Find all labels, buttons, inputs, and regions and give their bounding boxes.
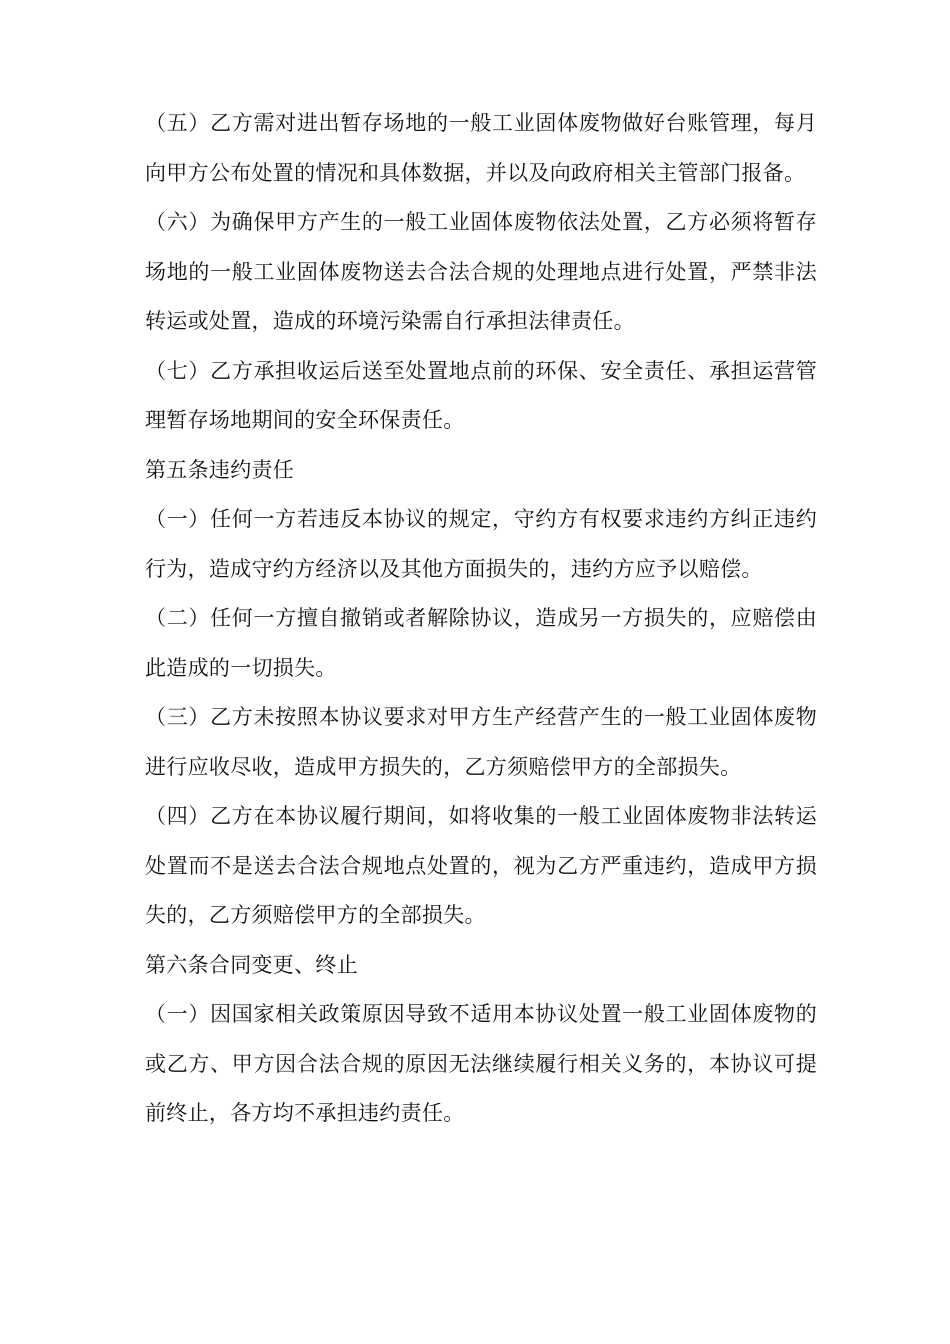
- breach-clause-3-paragraph: （三）乙方未按照本协议要求对甲方生产经营产生的一般工业固体废物进行应收尽收，造成甲方损失的，乙方须赔偿甲方的全部损失。: [145, 705, 817, 779]
- clause-5-paragraph: （五）乙方需对进出暂存场地的一般工业固体废物做好台账管理，每月向甲方公布处置的情况和具体数据，并以及向政府相关主管部门报备。: [145, 111, 817, 185]
- section-heading-change-termination: 第六条合同变更、终止: [145, 952, 358, 977]
- clause-7-paragraph: （七）乙方承担收运后送至处置地点前的环保、安全责任、承担运营管理暂存场地期间的安全环保责任。: [145, 358, 817, 432]
- breach-clause-1-paragraph: （一）任何一方若违反本协议的规定，守约方有权要求违约方纠正违约行为，造成守约方经济以及其他方面损失的，违约方应予以赔偿。: [145, 507, 817, 581]
- breach-clause-4-paragraph: （四）乙方在本协议履行期间，如将收集的一般工业固体废物非法转运处置而不是送去合法合规地点处置的，视为乙方严重违约，造成甲方损失的，乙方须赔偿甲方的全部损失。: [145, 804, 817, 927]
- termination-clause-1-paragraph: （一）因国家相关政策原因导致不适用本协议处置一般工业固体废物的或乙方、甲方因合法合规的原因无法继续履行相关义务的，本协议可提前终止，各方均不承担违约责任。: [145, 1002, 817, 1125]
- breach-clause-2-paragraph: （二）任何一方擅自撤销或者解除协议，造成另一方损失的，应赔偿由此造成的一切损失。: [145, 606, 817, 680]
- clause-6-paragraph: （六）为确保甲方产生的一般工业固体废物依法处置，乙方必须将暂存场地的一般工业固体废物送去合法合规的处理地点进行处置，严禁非法转运或处置，造成的环境污染需自行承担法律责任。: [145, 210, 817, 333]
- section-heading-breach-liability: 第五条违约责任: [145, 457, 295, 482]
- document-body: [145, 99, 817, 1139]
